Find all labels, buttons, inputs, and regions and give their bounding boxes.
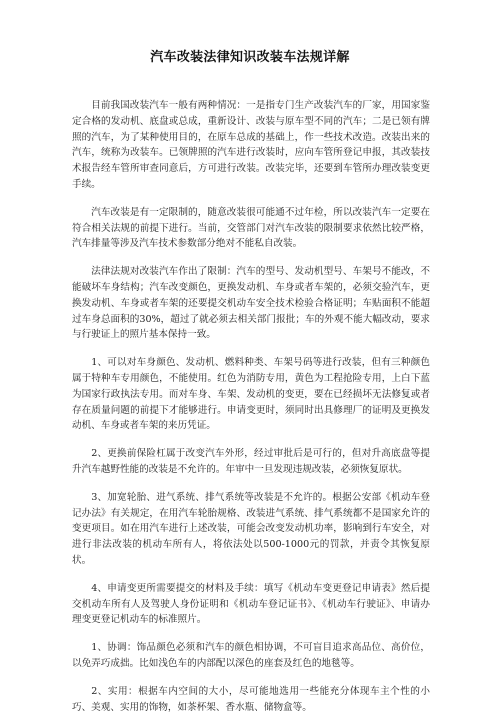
paragraph-item-4: 4、申请变更所需要提交的材料及手续：填写《机动车变更登记申请表》然后提交机动车所有人及驾驶人身份证明和《机动车登记证书》、《机动车行驶证》、申请办理变更登记机动车的标准照片。: [72, 582, 430, 626]
paragraph-item-2: 2、更换前保险杠属于改变汽车外形，经过审批后是可行的，但对升高底盘等提升汽车越野性能的改装是不允许的。年审中一旦发现违规改装，必须恢复原状。: [72, 448, 430, 475]
paragraph-item-1: 1、可以对车身颜色、发动机、燃料种类、车架号码等进行改装，但有三种颜色属于特种车专用颜色，不能使用。红色为消防专用，黄色为工程抢险专用，上白下蓝为国家行政执法专用。而对车身、车架、发动机的变更，要在已经损坏无法修复或者存在质量问题的前提下才能够进行。申请变更时，须同时出具修理厂的证明及更换发动机、车身或者车架的来历凭证。: [72, 357, 430, 432]
document-title: 汽车改装法律知识改装车法规详解: [150, 50, 350, 65]
paragraph-intro: 目前我国改装汽车一般有两种情况：一是指专门生产改装汽车的厂家，用国家鉴定合格的发动机、底盘或总成，重新设计、改装与原车型不同的汽车；二是已领有牌照的汽车，为了某种使用目的，在原车总成的基础上，作一些技术改造。改装出来的汽车，统称为改装车。已领牌照的汽车进行改装时，应向车管所登记申报，其改装技术报告经车管所审查同意后，方可进行改装。改装完毕，还要到车管所办理改装变更手续。: [72, 100, 430, 190]
paragraph-tip-practical: 2、实用：根据车内空间的大小，尽可能地选用一些能充分体现车主个性的小巧、美观、实用的饰物，如茶杯架、香水瓶、储物盒等。: [72, 685, 430, 713]
document-body: [72, 98, 430, 727]
paragraph-item-3: 3、加宽轮胎、进气系统、排气系统等改装是不允许的。根据公安部《机动车登记办法》有关规定，在用汽车轮胎规格、改装进气系统、排气系统都不是国家允许的变更项目。如在用汽车进行上述改装，可能会改变发动机功率，影响到行车安全，对进行非法改装的机动车所有人，将依法处以500-1000元的罚款，并责令其恢复原状。: [72, 491, 430, 566]
paragraph-tip-coordination: 1、协调：饰品颜色必须和汽车的颜色相协调，不可盲目追求高品位、高价位，以免弄巧成拙。比如浅色车的内部配以深色的座套及红色的地毯等。: [72, 642, 430, 669]
paragraph-limits: 汽车改装是有一定限制的，随意改装很可能通不过年检，所以改装汽车一定要在符合相关法规的前提下进行。当前，交管部门对汽车改装的限制要求依然比较严格，汽车排量等涉及汽车技术参数部分绝对不能私自改装。: [72, 206, 430, 250]
paragraph-regulations: 法律法规对改装汽车作出了限制：汽车的型号、发动机型号、车架号不能改，不能破坏车身结构；汽车改变颜色，更换发动机、车身或者车架的，必须交验汽车，更换发动机、车身或者车架的还要提交机动车安全技术检验合格证明；车贴面积不能超过车身总面积的30%，超过了就必须去相关部门报批；车的外观不能大幅改动，要求与行驶证上的照片基本保持一致。: [72, 266, 430, 341]
